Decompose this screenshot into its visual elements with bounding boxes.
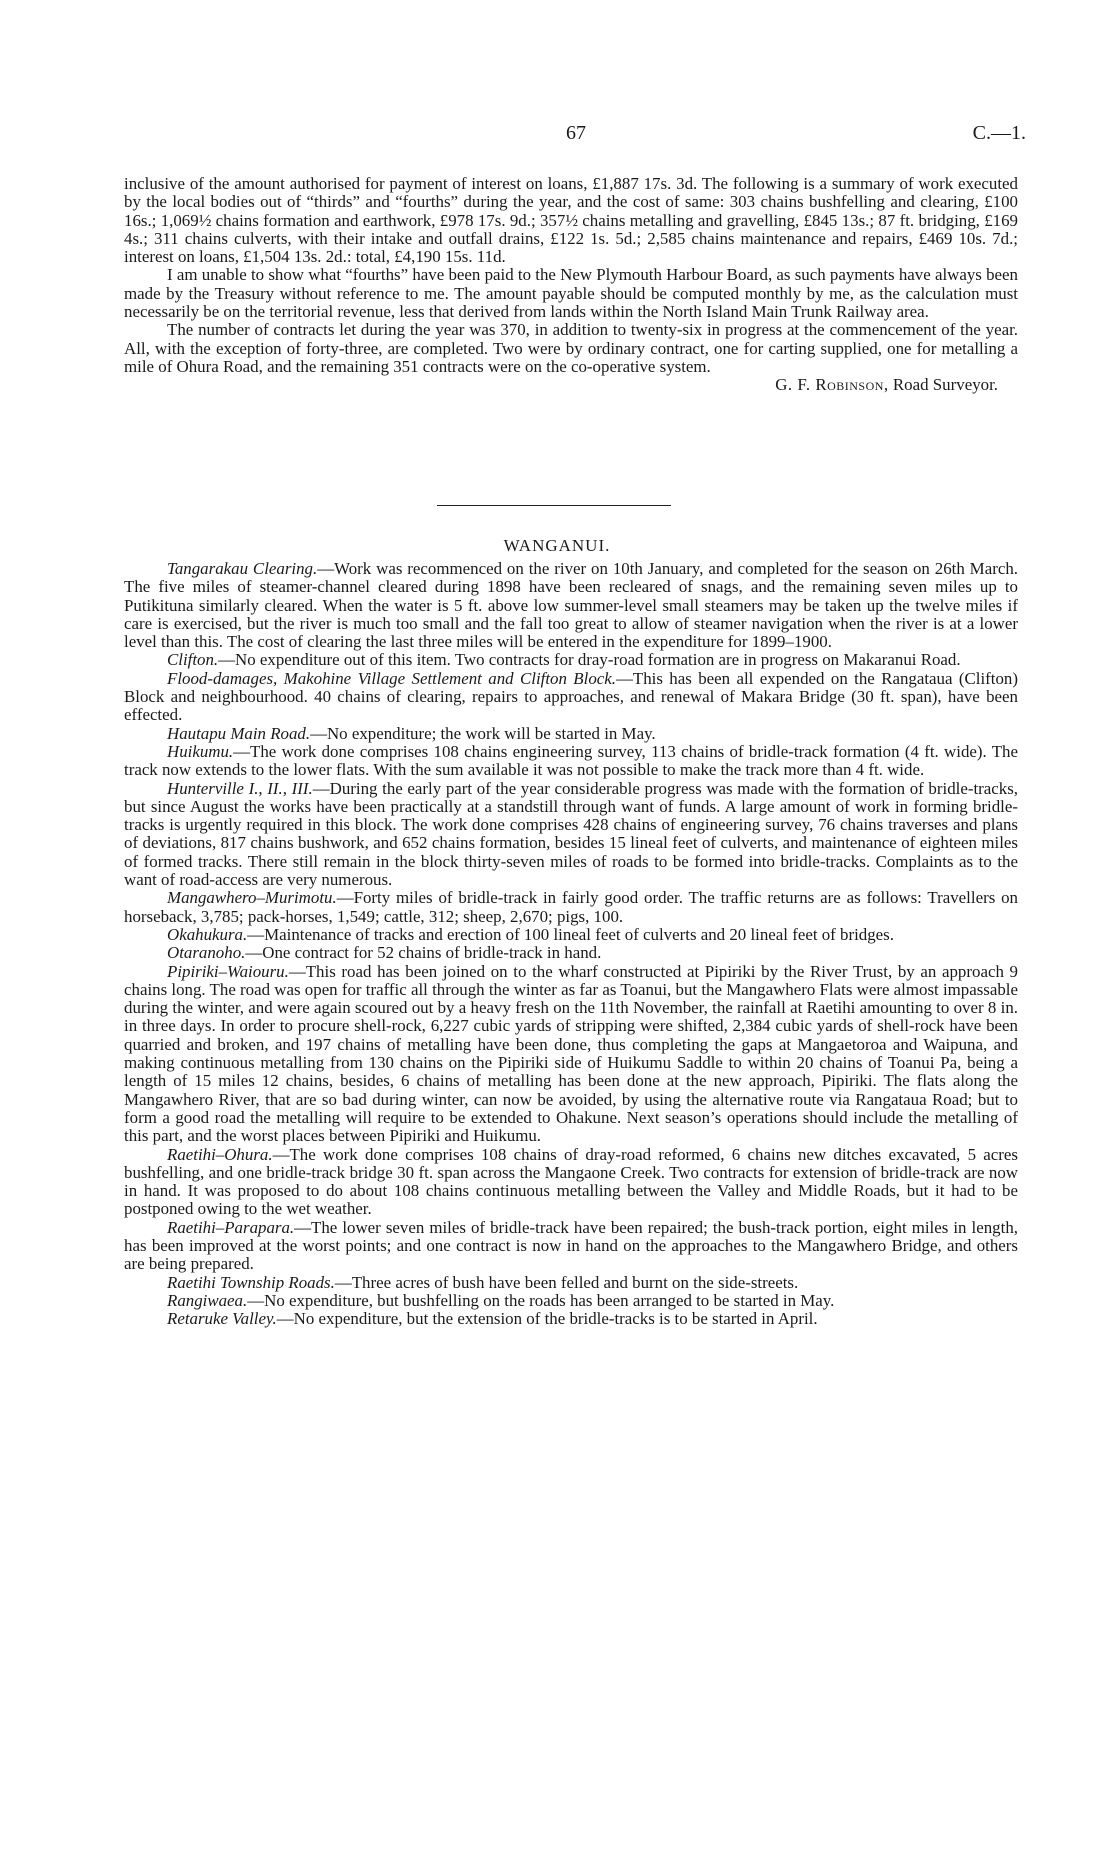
entry-text: —Work was recommenced on the river on 10th January, and completed for the season on 26th March. The five miles of steamer-channel cleared during 1898 have been recleared of snags, and the remaining seven miles up to Putikituna similarly cleared. When the water is 5 ft. above low summer-level small steamers may be taken up the twelve miles if care is exercised, but the river is much too small and the fall too great to allow of steamer navigation when the river is at a lower level than this. The cost of clearing the last three miles will be entered in the expenditure for 1899–1900.: [124, 559, 1018, 652]
signature-name: G. F. Robinson,: [775, 375, 889, 395]
entry-text: —No expenditure; the work will be started in May.: [310, 723, 656, 743]
entry-title: Otaranoho.: [167, 943, 246, 963]
signature: [124, 376, 1018, 394]
entry-paragraph: [124, 780, 1018, 890]
entry-text: —No expenditure, but the extension of the bridle-tracks is to be started in April.: [276, 1309, 818, 1329]
entry-title: Huikumu.: [167, 741, 234, 761]
entry-text: —Maintenance of tracks and erection of 100 lineal feet of culverts and 20 lineal feet of bridges.: [247, 924, 894, 944]
entry-paragraph: [124, 1219, 1018, 1274]
section-body: [124, 560, 1018, 1328]
entry-paragraph: [124, 560, 1018, 651]
entry-paragraph: [124, 743, 1018, 780]
entry-text: —One contract for 52 chains of bridle-track in hand.: [245, 943, 602, 963]
entry-paragraph: [124, 1292, 1018, 1310]
entry-title: Clifton.: [167, 650, 219, 670]
entry-text: —During the early part of the year considerable progress was made with the formation of bridle-tracks, but since August the works have been practically at a standstill through want of funds. A large amount of work in forming bridle-tracks is urgently required in this block. The work done comprises 428 chains of engineering survey, 76 chains traverses and plans of deviations, 817 chains bushwork, and 652 chains formation, besides 15 lineal feet of culverts, and maintenance of eighteen miles of formed tracks. There still remain in the block thirty-seven miles of roads to be formed into bridle-tracks. Complaints as to the want of road-access are very numerous.: [124, 778, 1019, 890]
entry-title: Okahukura.: [167, 924, 248, 944]
signature-title: Road Surveyor.: [892, 375, 998, 395]
entry-text: —This road has been joined on to the wharf constructed at Pipiriki by the River Trust, by an approach 9 chains long. The road was open for traffic all through the winter as far as Toanui, but the Mangawhero Flats were almost impassable during the winter, and were again scoured out by a heavy fresh on the 11th November, the rainfall at Raetihi amounting to over 8 in. in three days. In order to procure shell-rock, 6,227 cubic yards of stripping were shifted, 2,384 cubic yards of shell-rock have been quarried and broken, and 197 chains of metalling have been done, thus completing the gaps at Mangaetoroa and Waipuna, and making continuous metalling from 130 chains on the Pipiriki side of Huikumu Saddle to within 20 chains of Toanui Pa, being a length of 15 miles 12 chains, besides, 6 chains of metalling has been done at the new approach, Pipiriki. The flats along the Mangawhero River, that are so bad during winter, can now be avoided, by using the alternative route via Rangataua Road; but to form a good road the metalling will require to be extended to Ohakune. Next season’s operations should include the metalling of this part, and the worst places between Pipiriki and Huikumu.: [124, 961, 1018, 1146]
entry-paragraph: [124, 889, 1018, 926]
entry-title: Raetihi Township Roads.: [167, 1272, 335, 1292]
entry-title: Hunterville I., II., III.: [167, 778, 313, 798]
paragraph: I am unable to show what “fourths” have been paid to the New Plymouth Harbour Board, as such payments have always been made by the Treasury without reference to me. The amount payable should be computed monthly by me, as the calculation must necessarily be on the territorial revenue, less that derived from lands within the North Island Main Trunk Railway area.: [124, 265, 1018, 322]
entry-text: —The work done comprises 108 chains engineering survey, 113 chains of bridle-track formation (4 ft. wide). The track now extends to the lower flats. With the sum available it was not possible to make the track more than 4 ft. wide.: [124, 741, 1018, 780]
entry-paragraph: [124, 926, 1018, 944]
document-code: C.—1.: [972, 122, 1026, 144]
entry-title: Flood-damages, Makohine Village Settlement and Clifton Block.: [167, 668, 616, 688]
entry-paragraph: [124, 963, 1018, 1146]
entry-title: Raetihi–Ohura.: [167, 1144, 273, 1164]
entry-paragraph: [124, 944, 1018, 962]
entry-text: —The lower seven miles of bridle-track have been repaired; the bush-track portion, eight miles in length, has been improved at the worst points; and one contract is now in hand on the approaches to the Mangawhero Bridge, and others are being prepared.: [124, 1217, 1018, 1274]
entry-text: —No expenditure, but bushfelling on the roads has been arranged to be started in May.: [247, 1290, 835, 1310]
entry-text: —Forty miles of bridle-track in fairly good order. The traffic returns are as follows: Travellers on horseback, 3,785; pack-horses, 1,549; cattle, 312; sheep, 2,670; pigs, 100.: [124, 888, 1018, 926]
entry-paragraph: [124, 651, 1018, 669]
entry-title: Raetihi–Parapara.: [167, 1217, 295, 1237]
entry-text: —The work done comprises 108 chains of dray-road reformed, 6 chains new ditches excavated, 5 acres bushfelling, and one bridle-track bridge 30 ft. span across the Mangaone Creek. Two contracts for extension of bridle-track are now in hand. It was proposed to do about 108 chains continuous metalling between the Valley and Middle Roads, but it had to be postponed owing to the wet weather.: [124, 1144, 1018, 1219]
entry-title: Rangiwaea.: [167, 1290, 248, 1310]
entry-paragraph: [124, 725, 1018, 743]
entry-paragraph: [124, 1146, 1018, 1219]
entry-title: Pipiriki–Waiouru.: [167, 961, 289, 981]
entry-text: —Three acres of bush have been felled and burnt on the side-streets.: [334, 1272, 799, 1292]
paragraph: The number of contracts let during the year was 370, in addition to twenty-six in progress at the commencement of the year. All, with the exception of forty-three, are completed. Two were by ordinary contract, one for carting supplied, one for metalling a mile of Ohura Road, and the remaining 351 contracts were on the co-operative system.: [124, 320, 1018, 376]
entry-title: Mangawhero–Murimotu.: [167, 888, 337, 908]
page-header: [0, 122, 1114, 152]
entry-text: —No expenditure out of this item. Two contracts for dray-road formation are in progress on Makaranui Road.: [218, 650, 961, 670]
entry-paragraph: [124, 1310, 1018, 1328]
entry-paragraph: [124, 670, 1018, 725]
paragraph: inclusive of the amount authorised for payment of interest on loans, £1,887 17s. 3d. The following is a summary of work executed by the local bodies out of “thirds” and “fourths” during the year, and the cost of same: 303 chains bushfelling and clearing, £100 16s.; 1,069½ chains formation and earthwork, £978 17s. 9d.; 357½ chains metalling and gravelling, £845 13s.; 87 ft. bridging, £169 4s.; 311 chains culverts, with their intake and outfall drains, £122 1s. 5d.; 2,585 chains maintenance and repairs, £469 10s. 7d.; interest on loans, £1,504 13s. 2d.: total, £4,190 15s. 11d.: [124, 174, 1018, 267]
page-number: 67: [566, 122, 586, 144]
entry-title: Retaruke Valley.: [167, 1309, 277, 1329]
section-heading: WANGANUI.: [503, 536, 611, 555]
section-divider: [437, 505, 671, 506]
entry-title: Hautapu Main Road.: [167, 723, 311, 743]
intro-text: [124, 175, 1018, 395]
entry-title: Tangarakau Clearing.: [167, 559, 318, 578]
entry-text: —This has been all expended on the Rangataua (Clifton) Block and neighbourhood. 40 chains of clearing, repairs to approaches, and renewal of Makara Bridge (30 ft. span), have been effected.: [124, 668, 1018, 725]
entry-paragraph: [124, 1274, 1018, 1292]
